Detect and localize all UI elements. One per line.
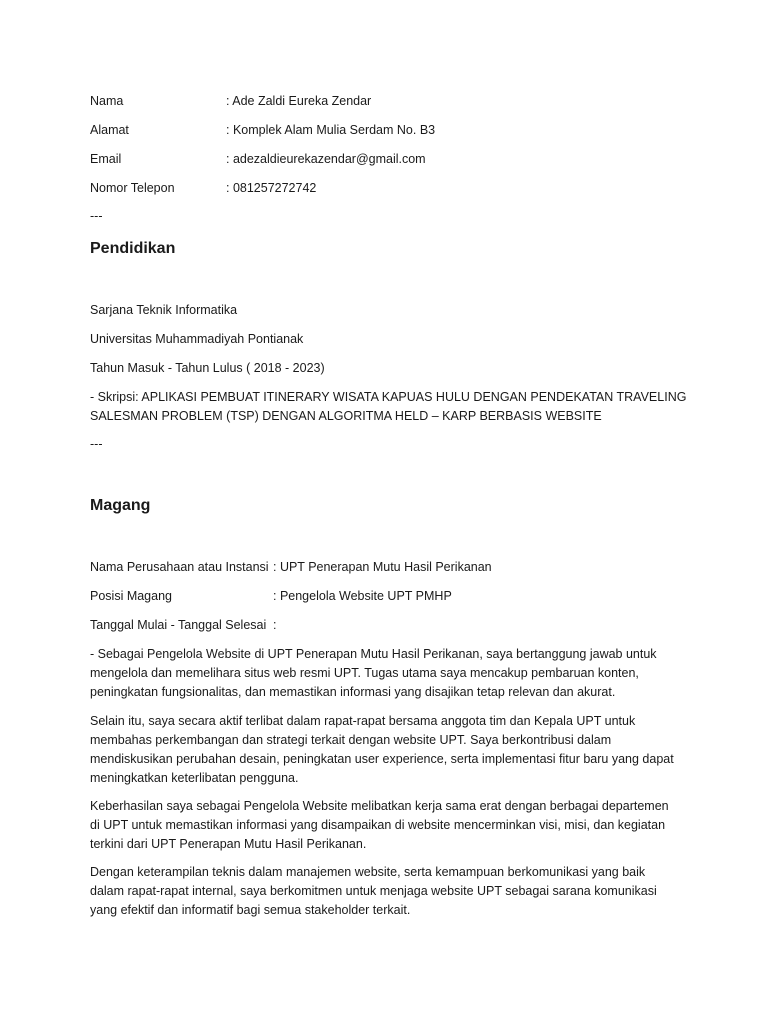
internship-paragraph-1: - Sebagai Pengelola Website di UPT Penerapan Mutu Hasil Perikanan, saya bertanggung jawab untuk mengelola dan memelihara situs web resmi UPT. Tugas utama saya mencakup pembaruan konten, peningkatan fungsionalitas, dan memastikan informasi yang disajikan tetap relevan dan akurat. [90,647,657,699]
phone-value: : 081257272742 [226,181,317,195]
internship-paragraph-4: Dengan keterampilan teknis dalam manajemen website, serta kemampuan berkomunikasi yang baik dalam rapat-rapat internal, saya berkomitmen untuk menjaga website UPT sebagai sarana komunikasi yang efektif dan informatif bagi semua stakeholder terkait. [90,865,657,917]
internship-heading: Magang [90,497,151,514]
address-label: Alamat [90,123,129,137]
email-label: Email [90,152,122,166]
name-label: Nama [90,94,124,108]
internship-company-label: Nama Perusahaan atau Instansi [90,560,269,574]
education-thesis-line1: - Skripsi: APLIKASI PEMBUAT ITINERARY WISATA KAPUAS HULU DENGAN PENDEKATAN TRAVELING [90,390,687,404]
name-value: : Ade Zaldi Eureka Zendar [226,94,372,108]
address-value: : Komplek Alam Mulia Serdam No. B3 [226,123,436,137]
email-value: : adezaldieurekazendar@gmail.com [226,152,426,166]
education-thesis-line2: SALESMAN PROBLEM (TSP) DENGAN ALGORITMA HELD – KARP BERBASIS WEBSITE [90,409,602,423]
internship-paragraph-2: Selain itu, saya secara aktif terlibat dalam rapat-rapat bersama anggota tim dan Kepala UPT untuk membahas perkembangan dan strategi terkait dengan website UPT. Saya berkontribusi dalam mendiskusikan perubahan desain, peningkatan user experience, serta implementasi fitur baru yang dapat meningkatkan keterlibatan pengguna. [90,714,674,785]
internship-dates-label: Tanggal Mulai - Tanggal Selesai [90,618,267,632]
internship-paragraph-3: Keberhasilan saya sebagai Pengelola Website melibatkan kerja sama erat dengan berbagai departemen di UPT untuk memastikan informasi yang disampaikan di website mencerminkan visi, misi, dan kegiatan terkini dari UPT Penerapan Mutu Hasil Perikanan. [90,799,669,851]
internship-position-label: Posisi Magang [90,589,172,603]
internship-dates-value: : [273,618,277,632]
separator-2: --- [90,437,103,451]
internship-position-value: : Pengelola Website UPT PMHP [273,589,452,603]
internship-company-value: : UPT Penerapan Mutu Hasil Perikanan [273,560,492,574]
separator-1: --- [90,209,103,223]
education-degree: Sarjana Teknik Informatika [90,303,238,317]
education-heading: Pendidikan [90,240,176,257]
education-years: Tahun Masuk - Tahun Lulus ( 2018 - 2023) [90,361,325,375]
education-university: Universitas Muhammadiyah Pontianak [90,332,304,346]
phone-label: Nomor Telepon [90,181,175,195]
